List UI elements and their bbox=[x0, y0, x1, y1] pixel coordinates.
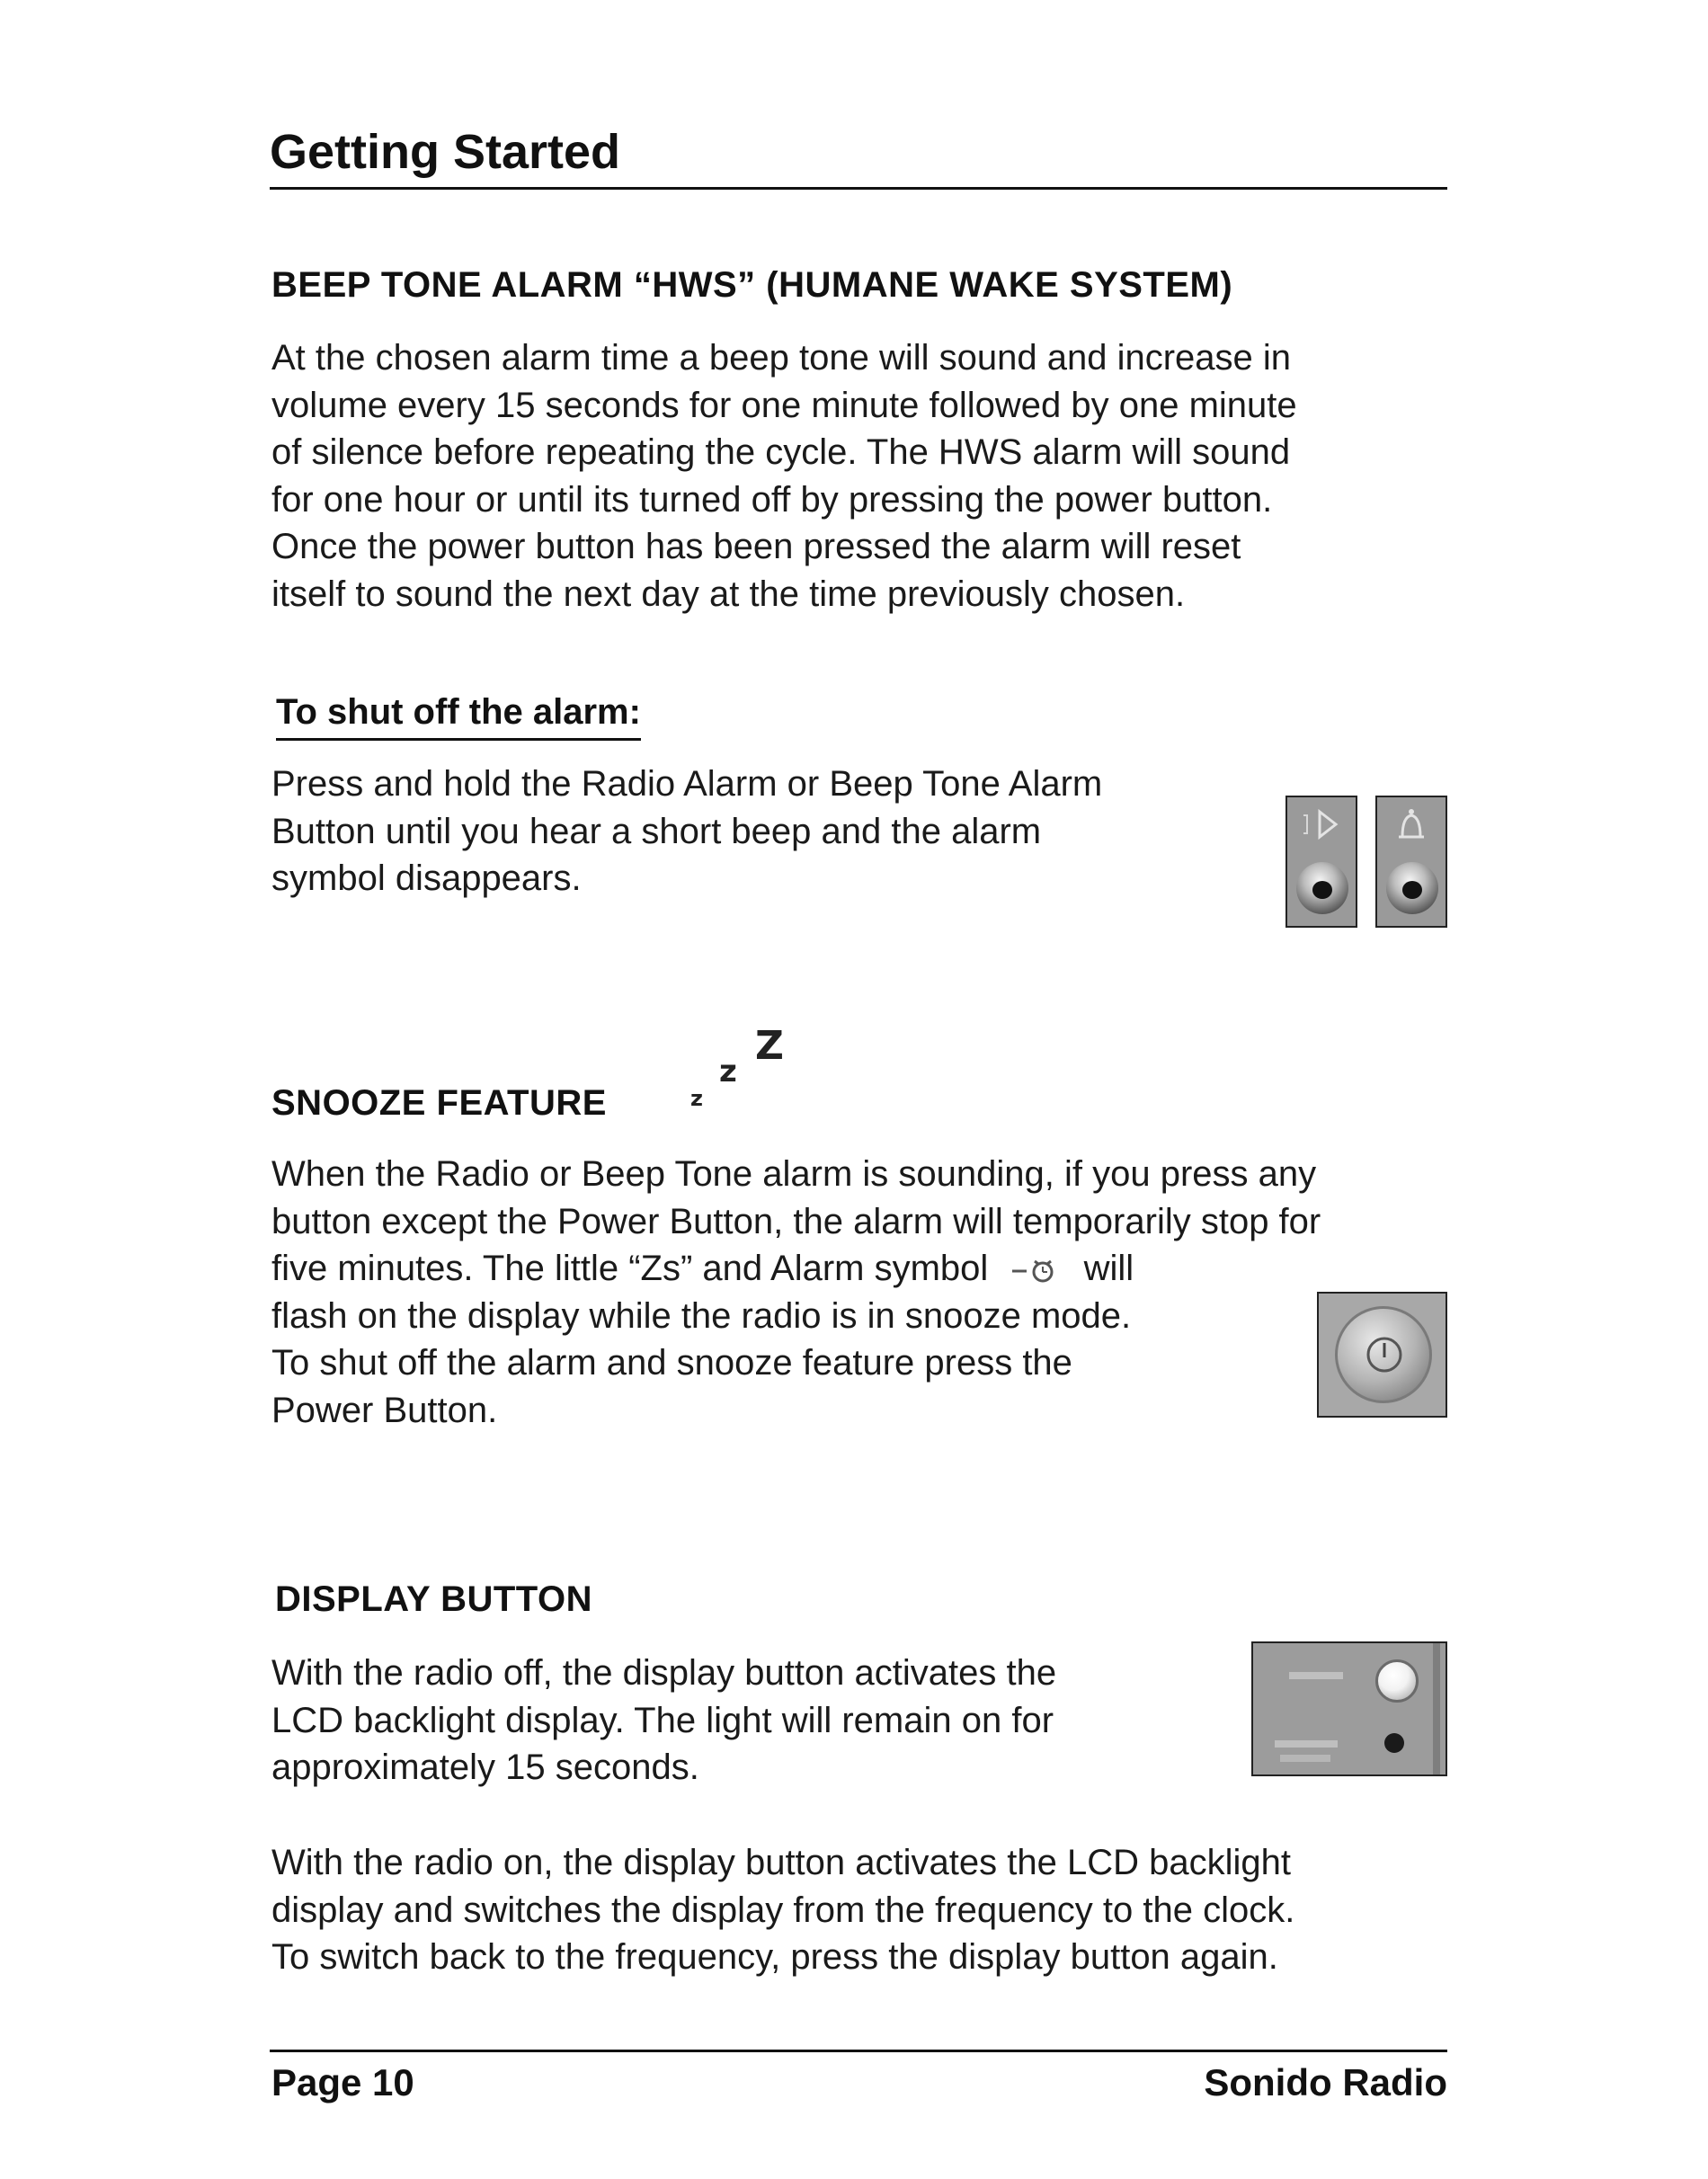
display-line: With the radio on, the display button activates the LCD backlight bbox=[271, 1843, 1291, 1882]
beep-line: At the chosen alarm time a beep tone will sound and increase in bbox=[271, 338, 1292, 378]
beep-line: for one hour or until its turned off by pressing the power button. bbox=[271, 479, 1273, 520]
shutoff-paragraph bbox=[271, 760, 1102, 903]
beep-line: itself to sound the next day at the time previously chosen. bbox=[271, 574, 1186, 614]
header-rule bbox=[270, 187, 1447, 190]
snooze-line-end: will bbox=[1083, 1249, 1134, 1288]
snooze-heading: SNOOZE FEATURE bbox=[271, 1083, 607, 1123]
button-center bbox=[1312, 881, 1332, 899]
radio-alarm-button-icon bbox=[1285, 796, 1357, 928]
secondary-label-mark bbox=[1275, 1740, 1338, 1748]
panel-edge bbox=[1433, 1643, 1440, 1776]
snooze-line bbox=[271, 1245, 1321, 1293]
secondary-knob bbox=[1384, 1733, 1404, 1753]
snooze-line: Power Button. bbox=[271, 1390, 498, 1430]
display-line: display and switches the display from the frequency to the clock. bbox=[271, 1890, 1295, 1930]
zzz-large: Z bbox=[755, 1023, 784, 1069]
beep-tone-alarm-button-icon bbox=[1375, 796, 1447, 928]
display-knob bbox=[1375, 1659, 1419, 1703]
display-label-mark bbox=[1289, 1672, 1343, 1679]
snooze-line: flash on the display while the radio is in snooze mode. bbox=[271, 1295, 1132, 1336]
shutoff-subheading: To shut off the alarm: bbox=[276, 692, 641, 741]
footer-rule bbox=[270, 2050, 1447, 2052]
display-line: To switch back to the frequency, press the display button again. bbox=[271, 1937, 1278, 1977]
power-symbol-icon bbox=[1360, 1330, 1409, 1379]
shutoff-line: symbol disappears. bbox=[271, 858, 582, 898]
display-line: LCD backlight display. The light will remain on for bbox=[271, 1700, 1054, 1740]
beep-tone-paragraph bbox=[271, 334, 1297, 618]
beep-line: Once the power button has been pressed the alarm will reset bbox=[271, 527, 1241, 566]
button-center bbox=[1402, 881, 1422, 899]
display-line: With the radio off, the display button activates the bbox=[271, 1653, 1057, 1693]
display-line: approximately 15 seconds. bbox=[271, 1748, 699, 1787]
display-button-icon bbox=[1251, 1641, 1447, 1776]
snooze-line: To shut off the alarm and snooze feature press the bbox=[271, 1343, 1072, 1383]
secondary-label-mark-2 bbox=[1280, 1755, 1330, 1762]
snooze-line-start: five minutes. The little “Zs” and Alarm symbol bbox=[271, 1249, 989, 1288]
beep-line: of silence before repeating the cycle. The HWS alarm will sound bbox=[271, 432, 1291, 472]
product-name: Sonido Radio bbox=[1204, 2061, 1447, 2103]
page-number: Page 10 bbox=[271, 2061, 414, 2103]
zzz-medium: z bbox=[719, 1054, 737, 1090]
shutoff-line: Button until you hear a short beep and the alarm bbox=[271, 811, 1042, 851]
snooze-line: When the Radio or Beep Tone alarm is sounding, if you press any bbox=[271, 1154, 1317, 1194]
alarm-symbol-icon bbox=[1010, 1256, 1061, 1285]
page-title: Getting Started bbox=[270, 125, 621, 179]
display-heading: DISPLAY BUTTON bbox=[275, 1579, 592, 1619]
power-button-icon bbox=[1317, 1292, 1447, 1418]
zzz-icon bbox=[690, 1023, 789, 1113]
shutoff-line: Press and hold the Radio Alarm or Beep Tone Alarm bbox=[271, 764, 1103, 804]
beep-line: volume every 15 seconds for one minute followed by one minute bbox=[271, 385, 1297, 425]
snooze-line: button except the Power Button, the alarm will temporarily stop for bbox=[271, 1201, 1321, 1241]
display-paragraph-2 bbox=[271, 1839, 1294, 1981]
display-paragraph-1 bbox=[271, 1650, 1056, 1792]
snooze-paragraph bbox=[271, 1151, 1321, 1434]
bell-icon bbox=[1377, 801, 1446, 855]
zzz-small: z bbox=[690, 1086, 703, 1111]
beep-tone-heading: BEEP TONE ALARM “HWS” (HUMANE WAKE SYSTEM) bbox=[271, 265, 1233, 305]
speaker-icon bbox=[1287, 801, 1356, 855]
